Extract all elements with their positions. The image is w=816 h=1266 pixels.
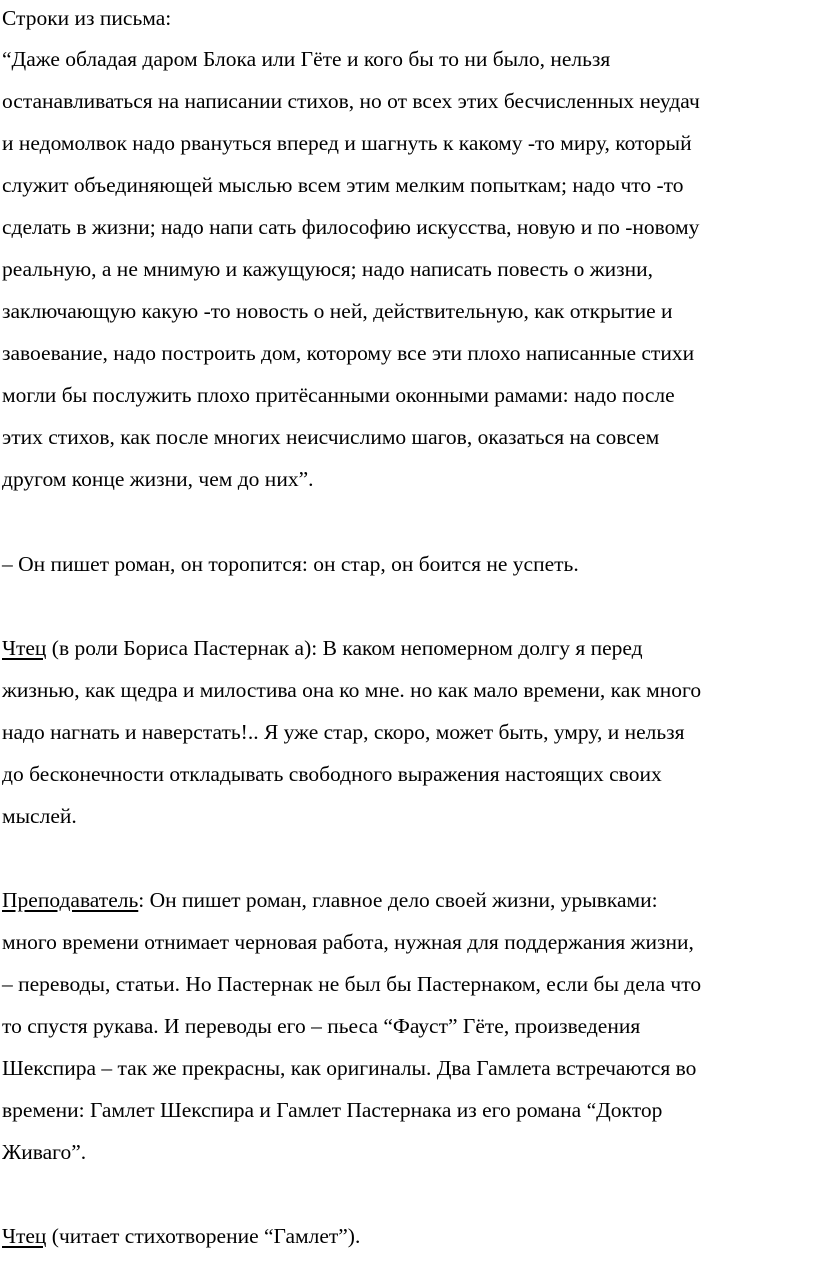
text-line: “Даже обладая даром Блока или Гёте и кого бы то ни было, нельзя	[2, 47, 611, 71]
speaker-label: Чтец	[2, 636, 47, 660]
text-line: мыслей.	[2, 804, 77, 828]
speaker-label: Чтец	[2, 1224, 47, 1248]
text-line: надо нагнать и наверстать!.. Я уже стар, скоро, может быть, умру, и нельзя	[2, 720, 685, 744]
text-line: – Он пишет роман, он торопится: он стар, он боится не успеть.	[2, 552, 579, 576]
text-line: Строки из письма:	[2, 6, 172, 30]
text-line: то спустя рукава. И переводы его – пьеса “Фауст” Гёте, произведения	[2, 1014, 641, 1038]
text-line: до бесконечности откладывать свободного выражения настоящих своих	[2, 762, 662, 786]
text-line: Преподаватель: Он пишет роман, главное дело своей жизни, урывками:	[2, 888, 658, 912]
speaker-label: Преподаватель	[2, 888, 139, 912]
text-line: реальную, а не мнимую и кажущуюся; надо написать повесть о жизни,	[2, 257, 654, 281]
text-line: Чтец (в роли Бориса Пастернак а): В каком непомерном долгу я перед	[2, 636, 643, 660]
text-line: много времени отнимает черновая работа, нужная для поддержания жизни,	[2, 930, 694, 954]
text-line: Живаго”.	[2, 1140, 87, 1164]
text-line: этих стихов, как после многих неисчислимо шагов, оказаться на совсем	[2, 425, 660, 449]
text-line: сделать в жизни; надо напи сать философию искусства, новую и по -новому	[2, 215, 700, 239]
text-line: – переводы, статьи. Но Пастернак не был бы Пастернаком, если бы дела что	[2, 972, 702, 996]
text-line: времени: Гамлет Шекспира и Гамлет Пастернака из его романа “Доктор	[2, 1098, 663, 1122]
text-line: Чтец (читает стихотворение “Гамлет”).	[2, 1224, 361, 1248]
text-line: служит объединяющей мыслью всем этим мелким попыткам; надо что -то	[2, 173, 684, 197]
text-line: Шекспира – так же прекрасны, как оригиналы. Два Гамлета встречаются во	[2, 1056, 697, 1080]
text-line: другом конце жизни, чем до них”.	[2, 467, 314, 491]
text-line: могли бы послужить плохо притёсанными оконными рамами: надо после	[2, 383, 675, 407]
text-line: и недомолвок надо рвануться вперед и шагнуть к какому -то миру, который	[2, 131, 692, 155]
text-line: завоевание, надо построить дом, которому все эти плохо написанные стихи	[2, 341, 695, 365]
text-line: останавливаться на написании стихов, но от всех этих бесчисленных неудач	[2, 89, 700, 113]
text-line: жизнью, как щедра и милостива она ко мне. но как мало времени, как много	[2, 678, 702, 702]
text-line: заключающую какую -то новость о ней, действительную, как открытие и	[2, 299, 673, 323]
